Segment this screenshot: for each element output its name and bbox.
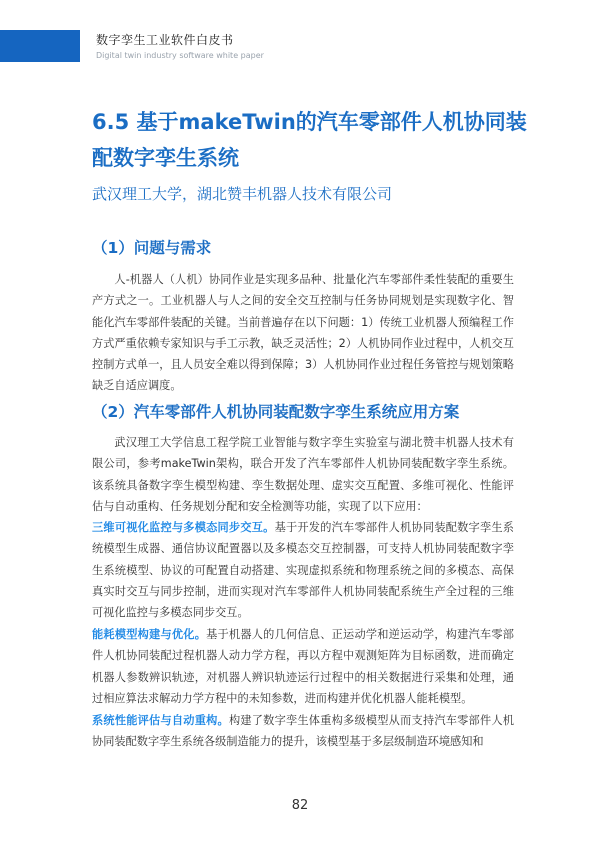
- application-lead: 三维可视化监控与多模态同步交互。: [92, 521, 275, 534]
- application-text: 基于开发的汽车零部件人机协同装配数字孪生系统模型生成器、通信协议配置器以及多模态交互控制器，可支持人机协同装配数字孪生系统模型、协议的可配置自动搭建、实现虚拟系统和物理系统之间的多模态、高保真实时交互与同步控制，进而实现对汽车零部件人机协同装配系统生产全过程的三维可视化监控与多模态同步交互。: [92, 521, 514, 620]
- header-subtitle: Digital twin industry software white paper: [96, 51, 264, 60]
- running-header: [96, 32, 264, 62]
- application-lead: 能耗模型构建与优化。: [92, 628, 207, 641]
- application-visual-monitoring: [92, 517, 514, 623]
- application-text: 构建了数字孪生体重构多级模型从而支持汽车零部件人机协同装配数字孪生系统各级制造能力的提升，该模型基于多层级制造环境感知和: [92, 714, 514, 749]
- section-heading-solution: （2）汽车零部件人机协同装配数字孪生系统应用方案: [92, 403, 460, 421]
- paragraph-problem: 人-机器人（人机）协同作业是实现多品种、批量化汽车零部件柔性装配的重要生产方式之一。工业机器人与人之间的安全交互控制与任务协同规划是实现数字化、智能化汽车零部件装配的关键。当前普遍存在以下问题：1）传统工业机器人预编程工作方式严重依赖专家知识与手工示教，缺乏灵活性；2）人机协同作业过程中，人机交互控制方式单一，且人员安全难以得到保障；3）人机协同作业过程任务管控与规划策略缺乏自适应调度。: [92, 273, 514, 393]
- section-heading-problem: （1）问题与需求: [92, 239, 212, 257]
- header-accent-bar: [0, 30, 80, 62]
- chapter-title: 6.5 基于makeTwin的汽车零部件人机协同装配数字孪生系统: [92, 110, 527, 170]
- application-lead: 系统性能评估与自动重构。: [92, 714, 229, 727]
- header-title: 数字孪生工业软件白皮书: [96, 33, 234, 47]
- application-performance-evaluation: [92, 710, 514, 753]
- chapter-authors: 武汉理工大学，湖北赞丰机器人技术有限公司: [92, 185, 393, 203]
- application-text: 基于机器人的几何信息、正运动学和逆运动学，构建汽车零部件人机协同装配过程机器人动力学方程，再以方程中观测矩阵为目标函数，进而确定机器人参数辨识轨迹，对机器人辨识轨迹运行过程中的相关数据进行采集和处理，通过相应算法求解动力学方程中的未知参数，进而构建并优化机器人能耗模型。: [92, 628, 514, 705]
- paragraph-solution: 武汉理工大学信息工程学院工业智能与数字孪生实验室与湖北赞丰机器人技术有限公司，参考makeTwin架构，联合开发了汽车零部件人机协同装配数字孪生系统。该系统具备数字孪生模型构建、孪生数据处理、虚实交互配置、多维可视化、性能评估与自动重构、任务规划分配和安全检测等功能，实现了以下应用：: [92, 436, 514, 513]
- application-energy-model: [92, 624, 514, 709]
- page-number: 82: [291, 798, 309, 813]
